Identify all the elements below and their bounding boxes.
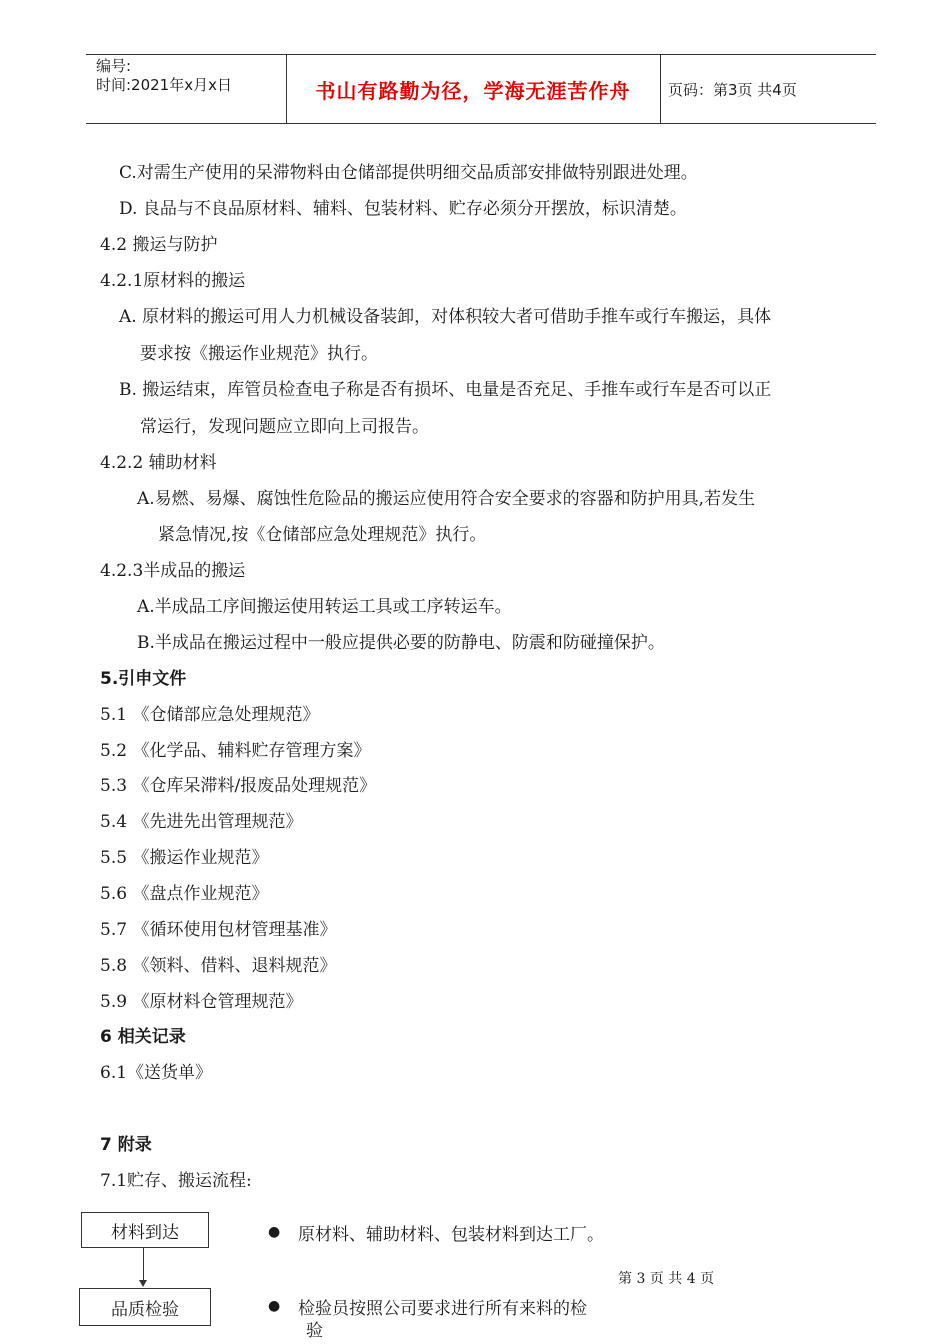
document-number-label: 编号:: [96, 57, 132, 75]
paragraph-line: C.对需生产使用的呆滞物料由仓储部提供明细交品质部安排做特别跟进处理。: [119, 163, 698, 183]
subsection-heading: 4.2.1原材料的搬运: [100, 271, 246, 291]
section-heading: 6 相关记录: [100, 1027, 186, 1047]
document-time-label: 时间:2021年x月x日: [96, 76, 232, 94]
paragraph-line: 常运行，发现问题应立即向上司报告。: [140, 417, 429, 437]
paragraph-line: D. 良品与不良品原材料、辅料、包装材料、贮存必须分开摆放，标识清楚。: [119, 199, 687, 219]
reference-item: 5.2 《化学品、辅料贮存管理方案》: [100, 741, 371, 761]
reference-item: 5.9 《原材料仓管理规范》: [100, 992, 303, 1012]
flow-arrow-head-icon: [139, 1280, 147, 1287]
paragraph-line: A.易燃、易爆、腐蚀性危险品的搬运应使用符合安全要求的容器和防护用具,若发生: [137, 489, 756, 509]
reference-item: 5.7 《循环使用包材管理基准》: [100, 920, 337, 940]
record-item: 6.1《送货单》: [100, 1063, 213, 1083]
reference-item: 5.6 《盘点作业规范》: [100, 884, 269, 904]
bullet-icon: ●: [268, 1298, 281, 1314]
subsection-heading: 4.2.2 辅助材料: [100, 453, 217, 473]
section-heading: 4.2 搬运与防护: [100, 235, 218, 255]
header-divider: [660, 55, 661, 123]
flow-description: 检验员按照公司要求进行所有来料的检: [298, 1299, 587, 1319]
page-footer: 第 3 页 共 4 页: [618, 1271, 715, 1287]
flow-box-material-arrival: 材料到达: [81, 1212, 209, 1248]
page-header: [86, 54, 876, 124]
paragraph-line: B. 搬运结束，库管员检查电子称是否有损坏、电量是否充足、手推车或行车是否可以正: [119, 380, 772, 400]
subsection-heading: 7.1贮存、搬运流程:: [100, 1171, 252, 1191]
flow-arrow-line: [143, 1247, 144, 1280]
header-meta: [96, 57, 232, 95]
flow-description: 验: [306, 1321, 323, 1341]
flow-description: 原材料、辅助材料、包装材料到达工厂。: [298, 1225, 604, 1245]
reference-item: 5.1 《仓储部应急处理规范》: [100, 705, 320, 725]
paragraph-line: B.半成品在搬运过程中一般应提供必要的防静电、防震和防碰撞保护。: [137, 633, 665, 653]
paragraph-line: 要求按《搬运作业规范》执行。: [140, 344, 378, 364]
reference-item: 5.8 《领料、借料、退料规范》: [100, 956, 337, 976]
reference-item: 5.3 《仓库呆滞料/报废品处理规范》: [100, 776, 377, 796]
section-heading: 7 附录: [100, 1135, 152, 1155]
paragraph-line: A.半成品工序间搬运使用转运工具或工序转运车。: [137, 597, 512, 617]
reference-item: 5.4 《先进先出管理规范》: [100, 812, 303, 832]
bullet-icon: ●: [268, 1224, 281, 1240]
header-motto: 书山有路勤为径，学海无涯苦作舟: [315, 78, 631, 103]
paragraph-line: 紧急情况,按《仓储部应急处理规范》执行。: [158, 525, 487, 545]
paragraph-line: A. 原材料的搬运可用人力机械设备装卸，对体积较大者可借助手推车或行车搬运，具体: [119, 307, 772, 327]
flow-box-quality-inspection: 品质检验: [79, 1288, 211, 1326]
subsection-heading: 4.2.3半成品的搬运: [100, 561, 246, 581]
section-heading: 5.引申文件: [100, 669, 187, 689]
reference-item: 5.5 《搬运作业规范》: [100, 848, 269, 868]
header-page-info: 页码：第3页 共4页: [668, 81, 797, 99]
